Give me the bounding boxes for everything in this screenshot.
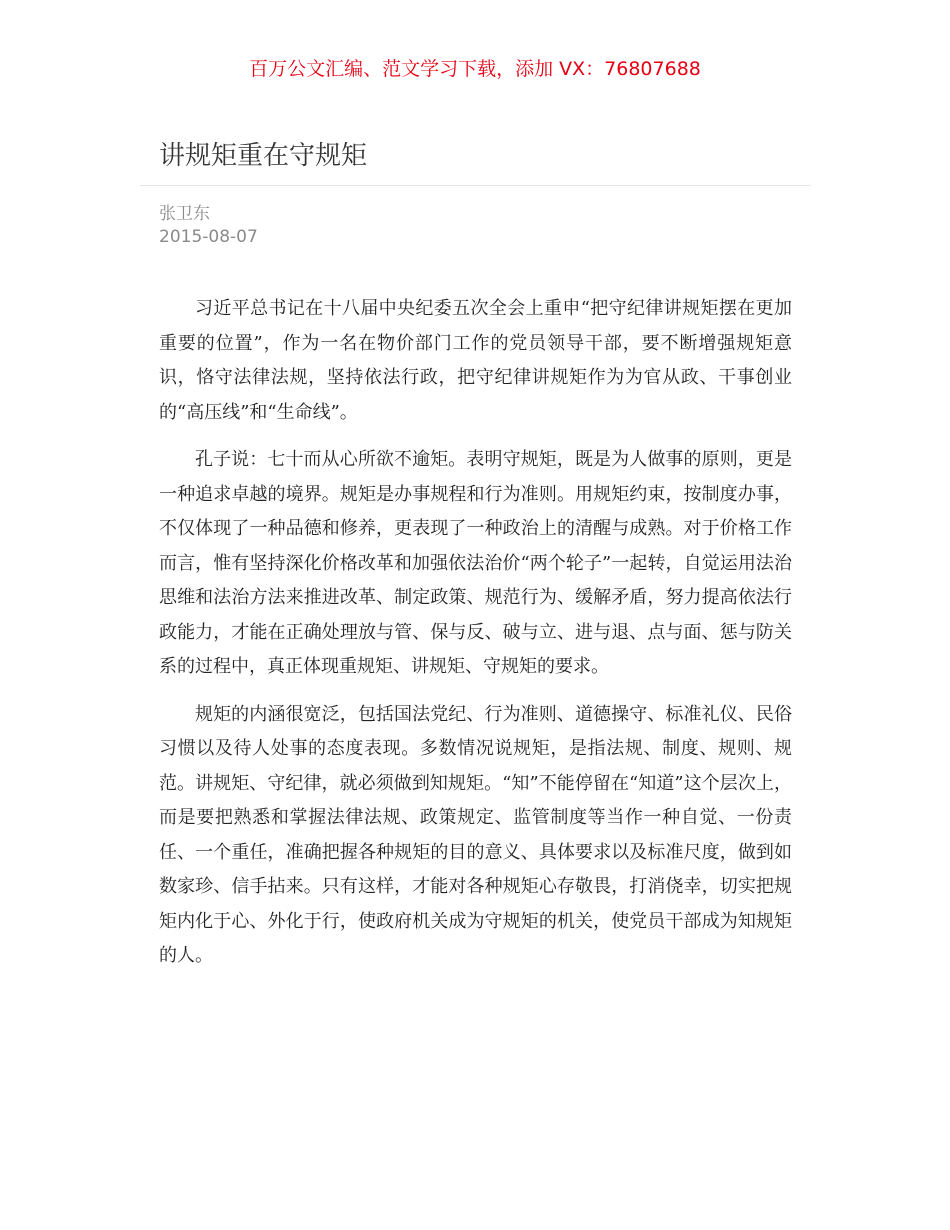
paragraph: 孔子说：七十而从心所欲不逾矩。表明守规矩，既是为人做事的原则，更是一种追求卓越的境界。规矩是办事规程和行为准则。用规矩约束，按制度办事，不仅体现了一种品德和修养，更表现了一种政治上的清醒与成熟。对于价格工作而言，惟有坚持深化价格改革和加强依法治价“两个轮子”一起转，自觉运用法治思维和法治方法来推进改革、制定政策、规范行为、缓解矛盾，努力提高依法行政能力，才能在正确处理放与管、保与反、破与立、进与退、点与面、惩与防关系的过程中，真正体现重规矩、讲规矩、守规矩的要求。: [159, 449, 792, 677]
page-title: 讲规矩重在守规矩: [159, 141, 368, 171]
article-body: [159, 292, 792, 987]
author-name: 张卫东: [159, 204, 210, 224]
promo-banner: 百万公文汇编、范文学习下载，添加 VX：76807688: [249, 58, 701, 80]
publish-date: 2015-08-07: [159, 227, 258, 247]
paragraph: 规矩的内涵很宽泛，包括国法党纪、行为准则、道德操守、标准礼仪、民俗习惯以及待人处事的态度表现。多数情况说规矩，是指法规、制度、规则、规范。讲规矩、守纪律，就必须做到知规矩。“知”不能停留在“知道”这个层次上，而是要把熟悉和掌握法律法规、政策规定、监管制度等当作一种自觉、一份责任、一个重任，准确把握各种规矩的目的意义、具体要求以及标准尺度，做到如数家珍、信手拈来。只有这样，才能对各种规矩心存敬畏，打消侥幸，切实把规矩内化于心、外化于行，使政府机关成为守规矩的机关，使党员干部成为知规矩的人。: [159, 703, 792, 966]
title-divider: [140, 185, 810, 186]
article-meta: [159, 203, 258, 249]
paragraph: 习近平总书记在十八届中央纪委五次全会上重申“把守纪律讲规矩摆在更加重要的位置”，作为一名在物价部门工作的党员领导干部，要不断增强规矩意识，恪守法律法规，坚持依法行政，把守纪律讲规矩作为为官从政、干事创业的“高压线”和“生命线”。: [159, 298, 792, 423]
